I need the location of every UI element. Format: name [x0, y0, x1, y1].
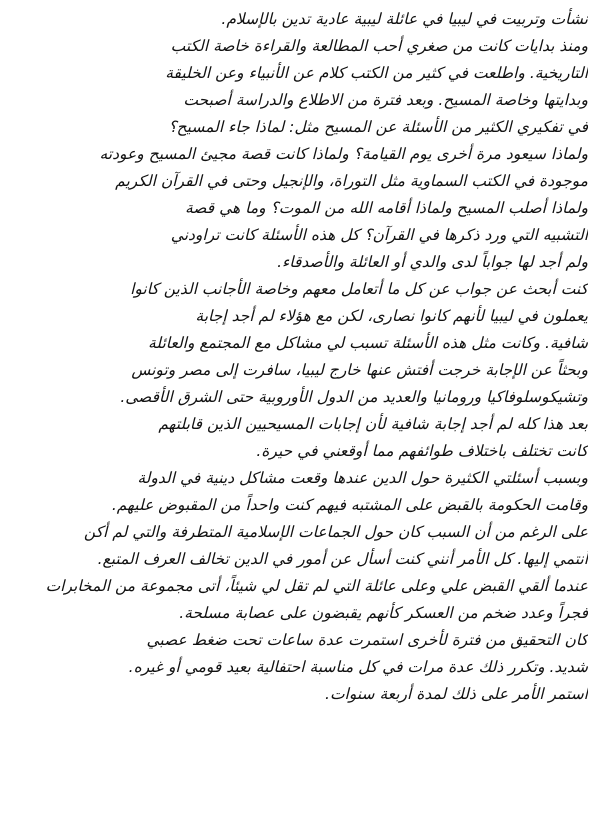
text-line: كنت أبحث عن جواب عن كل ما أتعامل معهم وخاصة الأجانب الذين كانوا	[130, 280, 588, 298]
text-line: فجراً وعدد ضخم من العسكر كأنهم يقبضون على عصابة مسلحة.	[179, 604, 588, 622]
text-line: كانت تختلف باختلاف طوائفهم مما أوقعني في حيرة.	[256, 442, 588, 460]
text-line: وبحثاً عن الإجابة خرجت أفتش عنها خارج ليبيا، سافرت إلى مصر وتونس	[131, 361, 588, 379]
text-line: التاريخية. واطلعت في كثير من الكتب كلام عن الأنبياء وعن الخليقة	[165, 64, 588, 82]
text-line: ولم أجد لها جواباً لدى والدي أو العائلة والأصدقاء.	[277, 253, 588, 271]
text-line: كان التحقيق من فترة لأخرى استمرت عدة ساعات تحت ضغط عصبي	[146, 631, 588, 649]
text-line: شديد. وتكرر ذلك عدة مرات في كل مناسبة احتفالية بعيد قومي أو غيره.	[128, 658, 588, 676]
text-line: في تفكيري الكثير من الأسئلة عن المسيح مثل: لماذا جاء المسيح؟	[168, 118, 588, 136]
text-line: بعد هذا كله لم أجد إجابة شافية لأن إجابات المسيحيين الذين قابلتهم	[158, 415, 588, 433]
text-line: أنتمي إليها. كل الأمر أنني كنت أسأل عن أمور في الدين تخالف العرف المتبع.	[97, 550, 588, 568]
text-line: استمر الأمر على ذلك لمدة أربعة سنوات.	[325, 685, 588, 703]
text-line: ومنذ بدايات كانت من صغري أحب المطالعة والقراءة خاصة الكتب	[170, 37, 588, 55]
text-line: على الرغم من أن السبب كان حول الجماعات الإسلامية المتطرفة والتي لم أكن	[83, 523, 588, 541]
text-line: موجودة في الكتب السماوية مثل التوراة، والإنجيل وحتى في القرآن الكريم	[115, 172, 588, 190]
text-line: وبدايتها وخاصة المسيح. وبعد فترة من الاطلاع والدراسة أصبحت	[183, 91, 588, 109]
text-line: شافية. وكانت مثل هذه الأسئلة تسبب لي مشاكل مع المجتمع والعائلة	[148, 334, 588, 352]
text-line: وقامت الحكومة بالقبض على المشتبه فيهم كنت واحداً من المقبوض عليهم.	[111, 496, 588, 514]
text-line: وبسبب أسئلتي الكثيرة حول الدين عندها وقعت مشاكل دينية في الدولة	[137, 469, 588, 487]
text-line: وتشيكوسلوفاكيا ورومانيا والعديد من الدول الأوروبية حتى الشرق الأقصى.	[120, 388, 588, 406]
text-line: يعملون في ليبيا لأنهم كانوا نصارى، لكن مع هؤلاء لم أجد إجابة	[195, 307, 588, 325]
text-line: التشبيه التي ورد ذكرها في القرآن؟ كل هذه الأسئلة كانت تراودني	[170, 226, 588, 244]
text-line: ولماذا أصلب المسيح ولماذا أقامه الله من الموت؟ وما هي قصة	[185, 199, 588, 217]
text-lines	[12, 6, 588, 708]
text-line: ولماذا سيعود مرة أخرى يوم القيامة؟ ولماذا كانت قصة مجيئ المسيح وعودته	[99, 145, 588, 163]
text-line: عندما ألقي القبض علي وعلى عائلة التي لم تقل لي شيئاً، أتى مجموعة من المخابرات	[45, 577, 588, 595]
text-line: نشأت وتربيت في ليبيا في عائلة ليبية عادية تدين بالإسلام.	[221, 10, 588, 28]
